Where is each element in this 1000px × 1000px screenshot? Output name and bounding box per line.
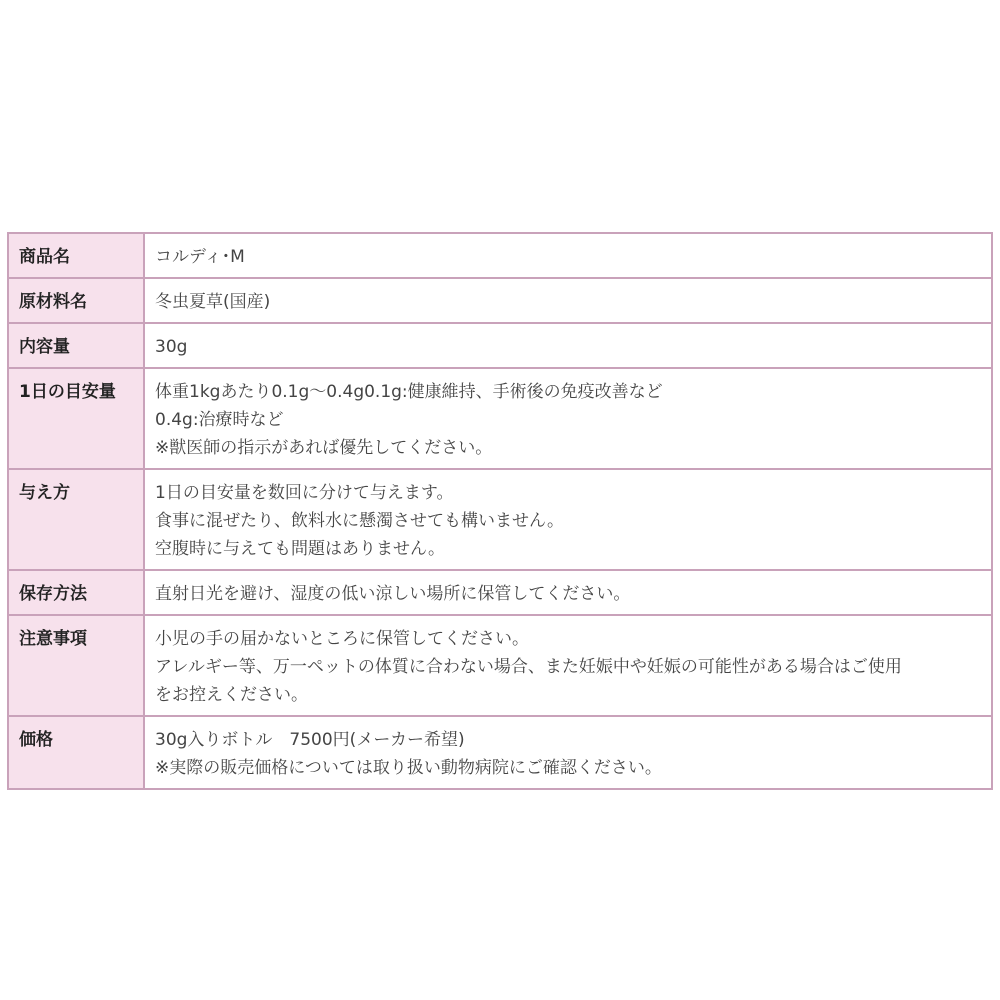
spec-row-product-name — [8, 233, 992, 278]
spec-value — [144, 615, 992, 716]
spec-value-line: 直射日光を避け、湿度の低い涼しい場所に保管してください。 — [155, 584, 631, 604]
spec-value-line: 空腹時に与えても問題はありません。 — [155, 539, 446, 559]
spec-value-line: ※獣医師の指示があれば優先してください。 — [155, 438, 493, 458]
spec-label: 商品名 — [8, 233, 144, 278]
spec-value-line: アレルギー等、万一ペットの体質に合わない場合、また妊娠中や妊娠の可能性がある場合はご使用 — [155, 657, 902, 677]
spec-value — [144, 323, 992, 368]
spec-label: 注意事項 — [8, 615, 144, 716]
spec-value-line: 0.4g:治療時など — [155, 410, 284, 430]
spec-label: 与え方 — [8, 469, 144, 570]
spec-row-content-amount — [8, 323, 992, 368]
product-spec-table — [7, 232, 993, 790]
spec-value-line: ※実際の販売価格については取り扱い動物病院にご確認ください。 — [155, 758, 662, 778]
spec-row-price — [8, 716, 992, 789]
spec-value — [144, 716, 992, 789]
spec-value-line: をお控えください。 — [155, 685, 308, 705]
spec-value-line: 小児の手の届かないところに保管してください。 — [155, 629, 529, 649]
spec-value-line: 体重1kgあたり0.1g～0.4g0.1g:健康維持、手術後の免疫改善など — [155, 382, 663, 402]
spec-value — [144, 278, 992, 323]
spec-value-line: 1日の目安量を数回に分けて与えます。 — [155, 483, 454, 503]
spec-row-daily-dose — [8, 368, 992, 469]
spec-label: 価格 — [8, 716, 144, 789]
spec-label: 1日の目安量 — [8, 368, 144, 469]
spec-label: 内容量 — [8, 323, 144, 368]
spec-value-line: 食事に混ぜたり、飲料水に懸濁させても構いません。 — [155, 511, 565, 531]
spec-value — [144, 570, 992, 615]
spec-value-line: 30g入りボトル 7500円(メーカー希望) — [155, 730, 465, 750]
spec-label: 原材料名 — [8, 278, 144, 323]
spec-row-ingredients — [8, 278, 992, 323]
spec-row-precautions — [8, 615, 992, 716]
spec-value-line: 冬虫夏草(国産) — [155, 292, 271, 312]
spec-value — [144, 233, 992, 278]
spec-row-storage — [8, 570, 992, 615]
spec-value — [144, 368, 992, 469]
spec-value-line: コルディ･M — [155, 247, 245, 267]
spec-value — [144, 469, 992, 570]
spec-value-line: 30g — [155, 337, 188, 357]
spec-row-how-to-give — [8, 469, 992, 570]
spec-label: 保存方法 — [8, 570, 144, 615]
